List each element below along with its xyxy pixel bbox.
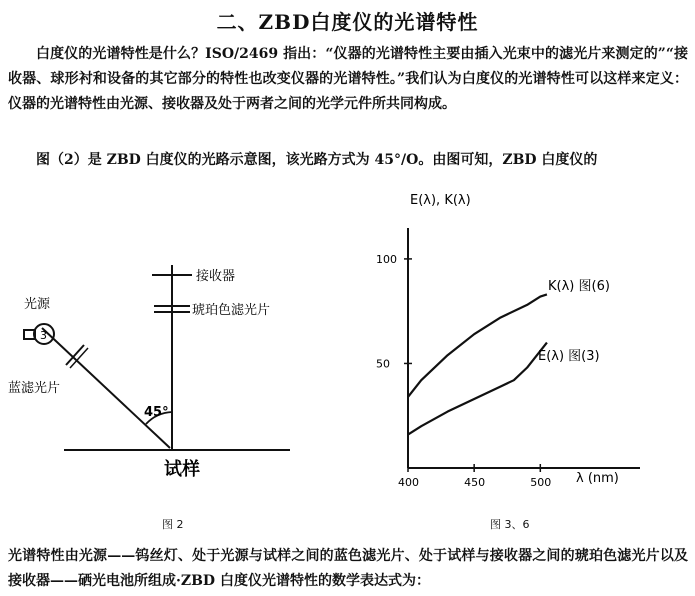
x-tick-label: 400	[398, 476, 419, 489]
sample-label: 试样	[164, 459, 200, 480]
chart-axes	[408, 228, 640, 468]
k-lambda-curve	[408, 294, 547, 396]
paragraph-intro: 白度仪的光谱特性是什么？ISO/2469 指出：“仪器的光谱特性主要由插入光束中的滤光片来测定的”“接收器、球形衬和设备的其它部分的特性也改变仪器的光谱特性。”我们认为白度仪的光谱特性可以这样来定义：仪器的光谱特性由光源、接收器及处于两者之间的光学元件所共同构成。	[8, 46, 688, 112]
x-tick-label: 450	[464, 476, 486, 489]
spectral-chart	[370, 182, 670, 502]
x-tick-label: 500	[530, 476, 552, 489]
y-axis-label: E(λ), K(λ)	[410, 193, 471, 208]
chart-series	[408, 294, 547, 434]
e-curve-label: E(λ) 图(3)	[538, 349, 600, 364]
e-lambda-curve	[408, 343, 547, 435]
blue-filter-label: 蓝滤光片	[8, 381, 61, 396]
source-label: 光源	[24, 297, 51, 312]
x-axis-label: λ (nm)	[576, 471, 619, 486]
optical-path-diagram	[0, 180, 340, 500]
figure-3-6-caption: 图 3、6	[490, 518, 530, 531]
amber-filter-label: 琥珀色滤光片	[192, 303, 271, 318]
page-title: 二、ZBD白度仪的光谱特性	[216, 10, 479, 34]
source-number-label: 3	[40, 329, 47, 342]
angle-label: 45°	[144, 405, 169, 420]
receiver-label: 接收器	[196, 269, 236, 284]
y-tick-label: 50	[376, 357, 390, 371]
figure-2-caption: 图 2	[162, 518, 184, 531]
paragraph-components: 光谱特性由光源——钨丝灯、处于光源与试样之间的蓝色滤光片、处于试样与接收器之间的琥珀色滤光片以及接收器——硒光电池所组成·ZBD 白度仪光谱特性的数学表达式为：	[8, 548, 688, 589]
incident-beam-line	[42, 328, 170, 448]
paragraph-figure-ref: 图（2）是 ZBD 白度仪的光路示意图，该光路方式为 45°/O。由图可知，ZBD 白度仪的	[36, 152, 598, 168]
k-curve-label: K(λ) 图(6)	[548, 279, 610, 294]
y-tick-label: 100	[376, 252, 397, 266]
